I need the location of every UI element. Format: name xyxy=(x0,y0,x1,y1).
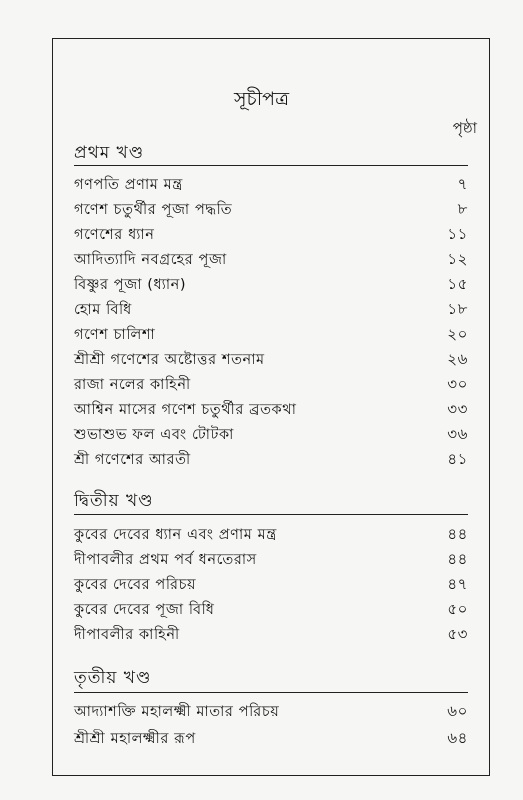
entry-page: ৫৩ xyxy=(447,625,468,643)
entry-title: গণেশ চালিশা xyxy=(74,326,156,343)
entry-page: ৬০ xyxy=(447,702,468,720)
entry-title: কুবের দেবের পরিচয় xyxy=(74,576,197,593)
entry-title: রাজা নলের কাহিনী xyxy=(74,376,191,393)
page-title: সূচীপত্র xyxy=(233,88,290,110)
toc-entry xyxy=(74,623,468,648)
section-divider xyxy=(74,165,468,166)
toc-entry xyxy=(74,298,468,323)
entry-page: ৩৬ xyxy=(447,425,468,443)
toc-entry xyxy=(74,223,468,248)
entry-page: ১৫ xyxy=(447,275,468,293)
entry-page: ৬৪ xyxy=(447,729,468,747)
toc-entry xyxy=(74,448,468,473)
toc-entry xyxy=(74,173,468,198)
section-heading: তৃতীয় খণ্ড xyxy=(74,668,152,688)
entry-title: শ্রীশ্রী গণেশের অষ্টোত্তর শতনাম xyxy=(74,351,265,368)
toc-entry xyxy=(74,548,468,573)
toc-entry xyxy=(74,273,468,298)
toc-entry xyxy=(74,523,468,548)
page-column-label: পৃষ্ঠা xyxy=(452,119,477,137)
entry-page: ৫০ xyxy=(447,600,468,618)
entry-page: ৩৩ xyxy=(447,400,468,418)
toc-entry xyxy=(74,727,468,752)
toc-entry xyxy=(74,348,468,373)
entry-title: শ্রীশ্রী মহালক্ষ্মীর রূপ xyxy=(74,730,196,747)
section-divider xyxy=(74,692,468,693)
entry-title: দীপাবলীর কাহিনী xyxy=(74,626,180,643)
entry-title: গণেশের ধ্যান xyxy=(74,226,155,243)
section-divider xyxy=(74,514,468,515)
toc-entry xyxy=(74,700,468,725)
toc-entry xyxy=(74,198,468,223)
toc-entry xyxy=(74,598,468,623)
entry-title: আদ্যাশক্তি মহালক্ষ্মী মাতার পরিচয় xyxy=(74,703,280,720)
toc-entry xyxy=(74,423,468,448)
toc-entry xyxy=(74,248,468,273)
entry-title: কুবের দেবের পূজা বিধি xyxy=(74,601,215,618)
entry-title: শ্রী গণেশের আরতী xyxy=(74,451,191,468)
toc-entry xyxy=(74,573,468,598)
entry-page: ৮ xyxy=(457,200,468,218)
entry-title: কুবের দেবের ধ্যান এবং প্রণাম মন্ত্র xyxy=(74,526,277,543)
entry-page: ১২ xyxy=(447,250,468,268)
entry-page: ৪৪ xyxy=(447,525,468,543)
entry-page: ২০ xyxy=(447,325,468,343)
entry-title: আদিত্যাদি নবগ্রহের পূজা xyxy=(74,251,227,268)
toc-entry xyxy=(74,373,468,398)
section-heading: প্রথম খণ্ড xyxy=(74,143,145,163)
entry-title: গণেশ চতুর্থীর পূজা পদ্ধতি xyxy=(74,201,233,218)
entry-page: ৪৪ xyxy=(447,550,468,568)
entry-page: ৪৭ xyxy=(447,575,468,593)
entry-title: বিষ্ণুর পূজা (ধ্যান) xyxy=(74,276,187,293)
entry-page: ১৮ xyxy=(447,300,468,318)
entry-title: শুভাশুভ ফল এবং টোটকা xyxy=(74,426,234,443)
entry-title: হোম বিধি xyxy=(74,301,132,318)
entry-title: আশ্বিন মাসের গণেশ চতুর্থীর ব্রতকথা xyxy=(74,401,297,418)
entry-title: গণপতি প্রণাম মন্ত্র xyxy=(74,176,183,193)
entry-page: ১১ xyxy=(447,225,468,243)
section-heading: দ্বিতীয় খণ্ড xyxy=(74,491,154,511)
entry-title: দীপাবলীর প্রথম পর্ব ধনতেরাস xyxy=(74,551,257,568)
entry-page: ৭ xyxy=(457,175,468,193)
toc-entry xyxy=(74,323,468,348)
toc-entry xyxy=(74,398,468,423)
entry-page: ৩০ xyxy=(447,375,468,393)
entry-page: ৪১ xyxy=(447,450,468,468)
entry-page: ২৬ xyxy=(447,350,468,368)
